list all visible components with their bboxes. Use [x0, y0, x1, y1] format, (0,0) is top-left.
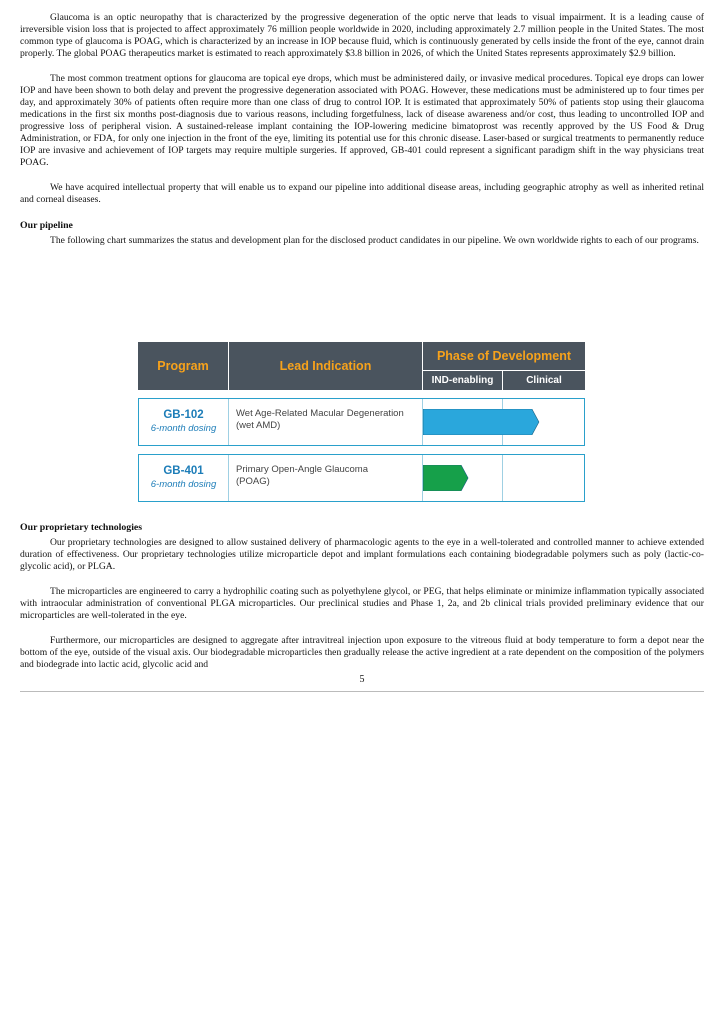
- pipeline-header: [138, 342, 585, 390]
- paragraph-pipeline-summary: The following chart summarizes the status and development plan for the disclosed product candidates in our pipeline. We own worldwide rights to each of our programs.: [50, 235, 699, 246]
- footer-divider: [20, 691, 704, 692]
- page-number: 5: [359, 674, 365, 685]
- paragraph-technologies-overview: Our proprietary technologies are designed to allow sustained delivery of pharmacologic agents to the eye in a well-tolerated and controlled manner to achieve extended duration of effectiveness. Our proprietary technologies utilize microparticle depot and implant formulations each containing biodegradable polymers such as poly (lactic-co-glycolic acid), or PLGA.: [20, 537, 704, 572]
- heading-our-pipeline: Our pipeline: [20, 220, 73, 231]
- paragraph-microparticle-coating: The microparticles are engineered to carry a hydrophilic coating such as polyethylene glycol, or PEG, that helps eliminate or minimize inflammation typically associated with intraocular administration of conventional PLGA microparticles. Our preclinical studies and Phase 1, 2a, and 2b clinical trials provided preliminary evidence that our microparticles are well-tolerated in the eye.: [20, 586, 704, 621]
- header-lead-indication: Lead Indication: [229, 342, 422, 390]
- pipeline-chart: [138, 342, 585, 490]
- indication-line-1: Wet Age-Related Macular Degeneration: [236, 408, 404, 419]
- pipeline-row-gb-102: [138, 398, 585, 446]
- program-name: GB-102: [163, 409, 204, 421]
- header-program: Program: [138, 342, 228, 390]
- program-dosing: 6-month dosing: [150, 423, 217, 434]
- heading-proprietary-technologies: Our proprietary technologies: [20, 522, 143, 533]
- header-clinical: Clinical: [503, 371, 585, 390]
- paragraph-glaucoma-overview: Glaucoma is an optic neuropathy that is characterized by the progressive degeneration of the optic nerve that leads to visual impairment. It is a leading cause of irreversible vision loss that is projected to affect approximately 76 million people worldwide in 2020, including approximately 2.7 million people in the United States. The most common type of glaucoma is POAG, which is characterized by an increase in IOP because fluid, which is continuously generated by cells inside the front of the eye, cannot drain properly. The global POAG therapeutics market is estimated to reach approximately $3.8 billion in 2026, of which the United States represents approximately $2.9 billion.: [20, 12, 704, 59]
- progress-arrow-gb-401: [423, 465, 545, 491]
- pipeline-row-gb-401: [138, 454, 585, 502]
- program-name: GB-401: [163, 465, 204, 477]
- progress-arrow-gb-102: [423, 409, 545, 435]
- indication-cell: [229, 399, 423, 445]
- document-page-lower: [20, 522, 704, 684]
- program-cell: [139, 455, 229, 501]
- indication-line-2: (POAG): [236, 476, 270, 487]
- indication-line-2: (wet AMD): [236, 420, 281, 431]
- document-page: [20, 12, 704, 260]
- progress-arrow-shape: [423, 465, 468, 491]
- paragraph-intellectual-property: We have acquired intellectual property that will enable us to expand our pipeline into additional disease areas, including geographic atrophy as well as inherited retinal and corneal diseases.: [20, 182, 704, 205]
- header-phase-of-development: Phase of Development: [423, 342, 585, 370]
- indication-line-1: Primary Open-Angle Glaucoma: [236, 464, 368, 475]
- indication-cell: [229, 455, 423, 501]
- program-dosing: 6-month dosing: [150, 479, 217, 490]
- progress-arrow-shape: [423, 409, 539, 435]
- program-cell: [139, 399, 229, 445]
- paragraph-treatment-options: The most common treatment options for glaucoma are topical eye drops, which must be administered daily, or invasive medical procedures. Topical eye drops can lower IOP and have been shown to both delay and prevent the progressive degeneration associated with POAG. However, these medications must be administered up to four times per day, and approximately 30% of patients often require more than one class of drug to control IOP. It is estimated that approximately 50% of patients stop using their glaucoma medications in the first six months post-diagnosis due to various reasons, including forgetfulness, lack of disease awareness and/or cost, thus leading to uncontrolled IOP and progressive loss of peripheral vision. A sustained-release implant containing the IOP-lowering medicine bimatoprost was recently approved by the US Food & Drug Administration, or FDA, for only one injection in the front of the eye, limiting its potential use for this chronic disease. Laser-based or surgical treatments to permanently reduce IOP are invasive and achievement of IOP targets may require multiple surgeries. If approved, GB-401 could represent a significant paradigm shift in the way physicians treat POAG.: [20, 73, 704, 168]
- paragraph-microparticle-depot: Furthermore, our microparticles are designed to aggregate after intravitreal injection upon exposure to the vitreous fluid at body temperature to form a depot near the bottom of the eye, outside of the visual axis. Our biodegradable microparticles then gradually release the active ingredient at a rate dependent on the composition of the polymers and biodegrade into lactic acid, glycolic acid and: [20, 635, 704, 670]
- header-ind-enabling: IND-enabling: [423, 371, 502, 390]
